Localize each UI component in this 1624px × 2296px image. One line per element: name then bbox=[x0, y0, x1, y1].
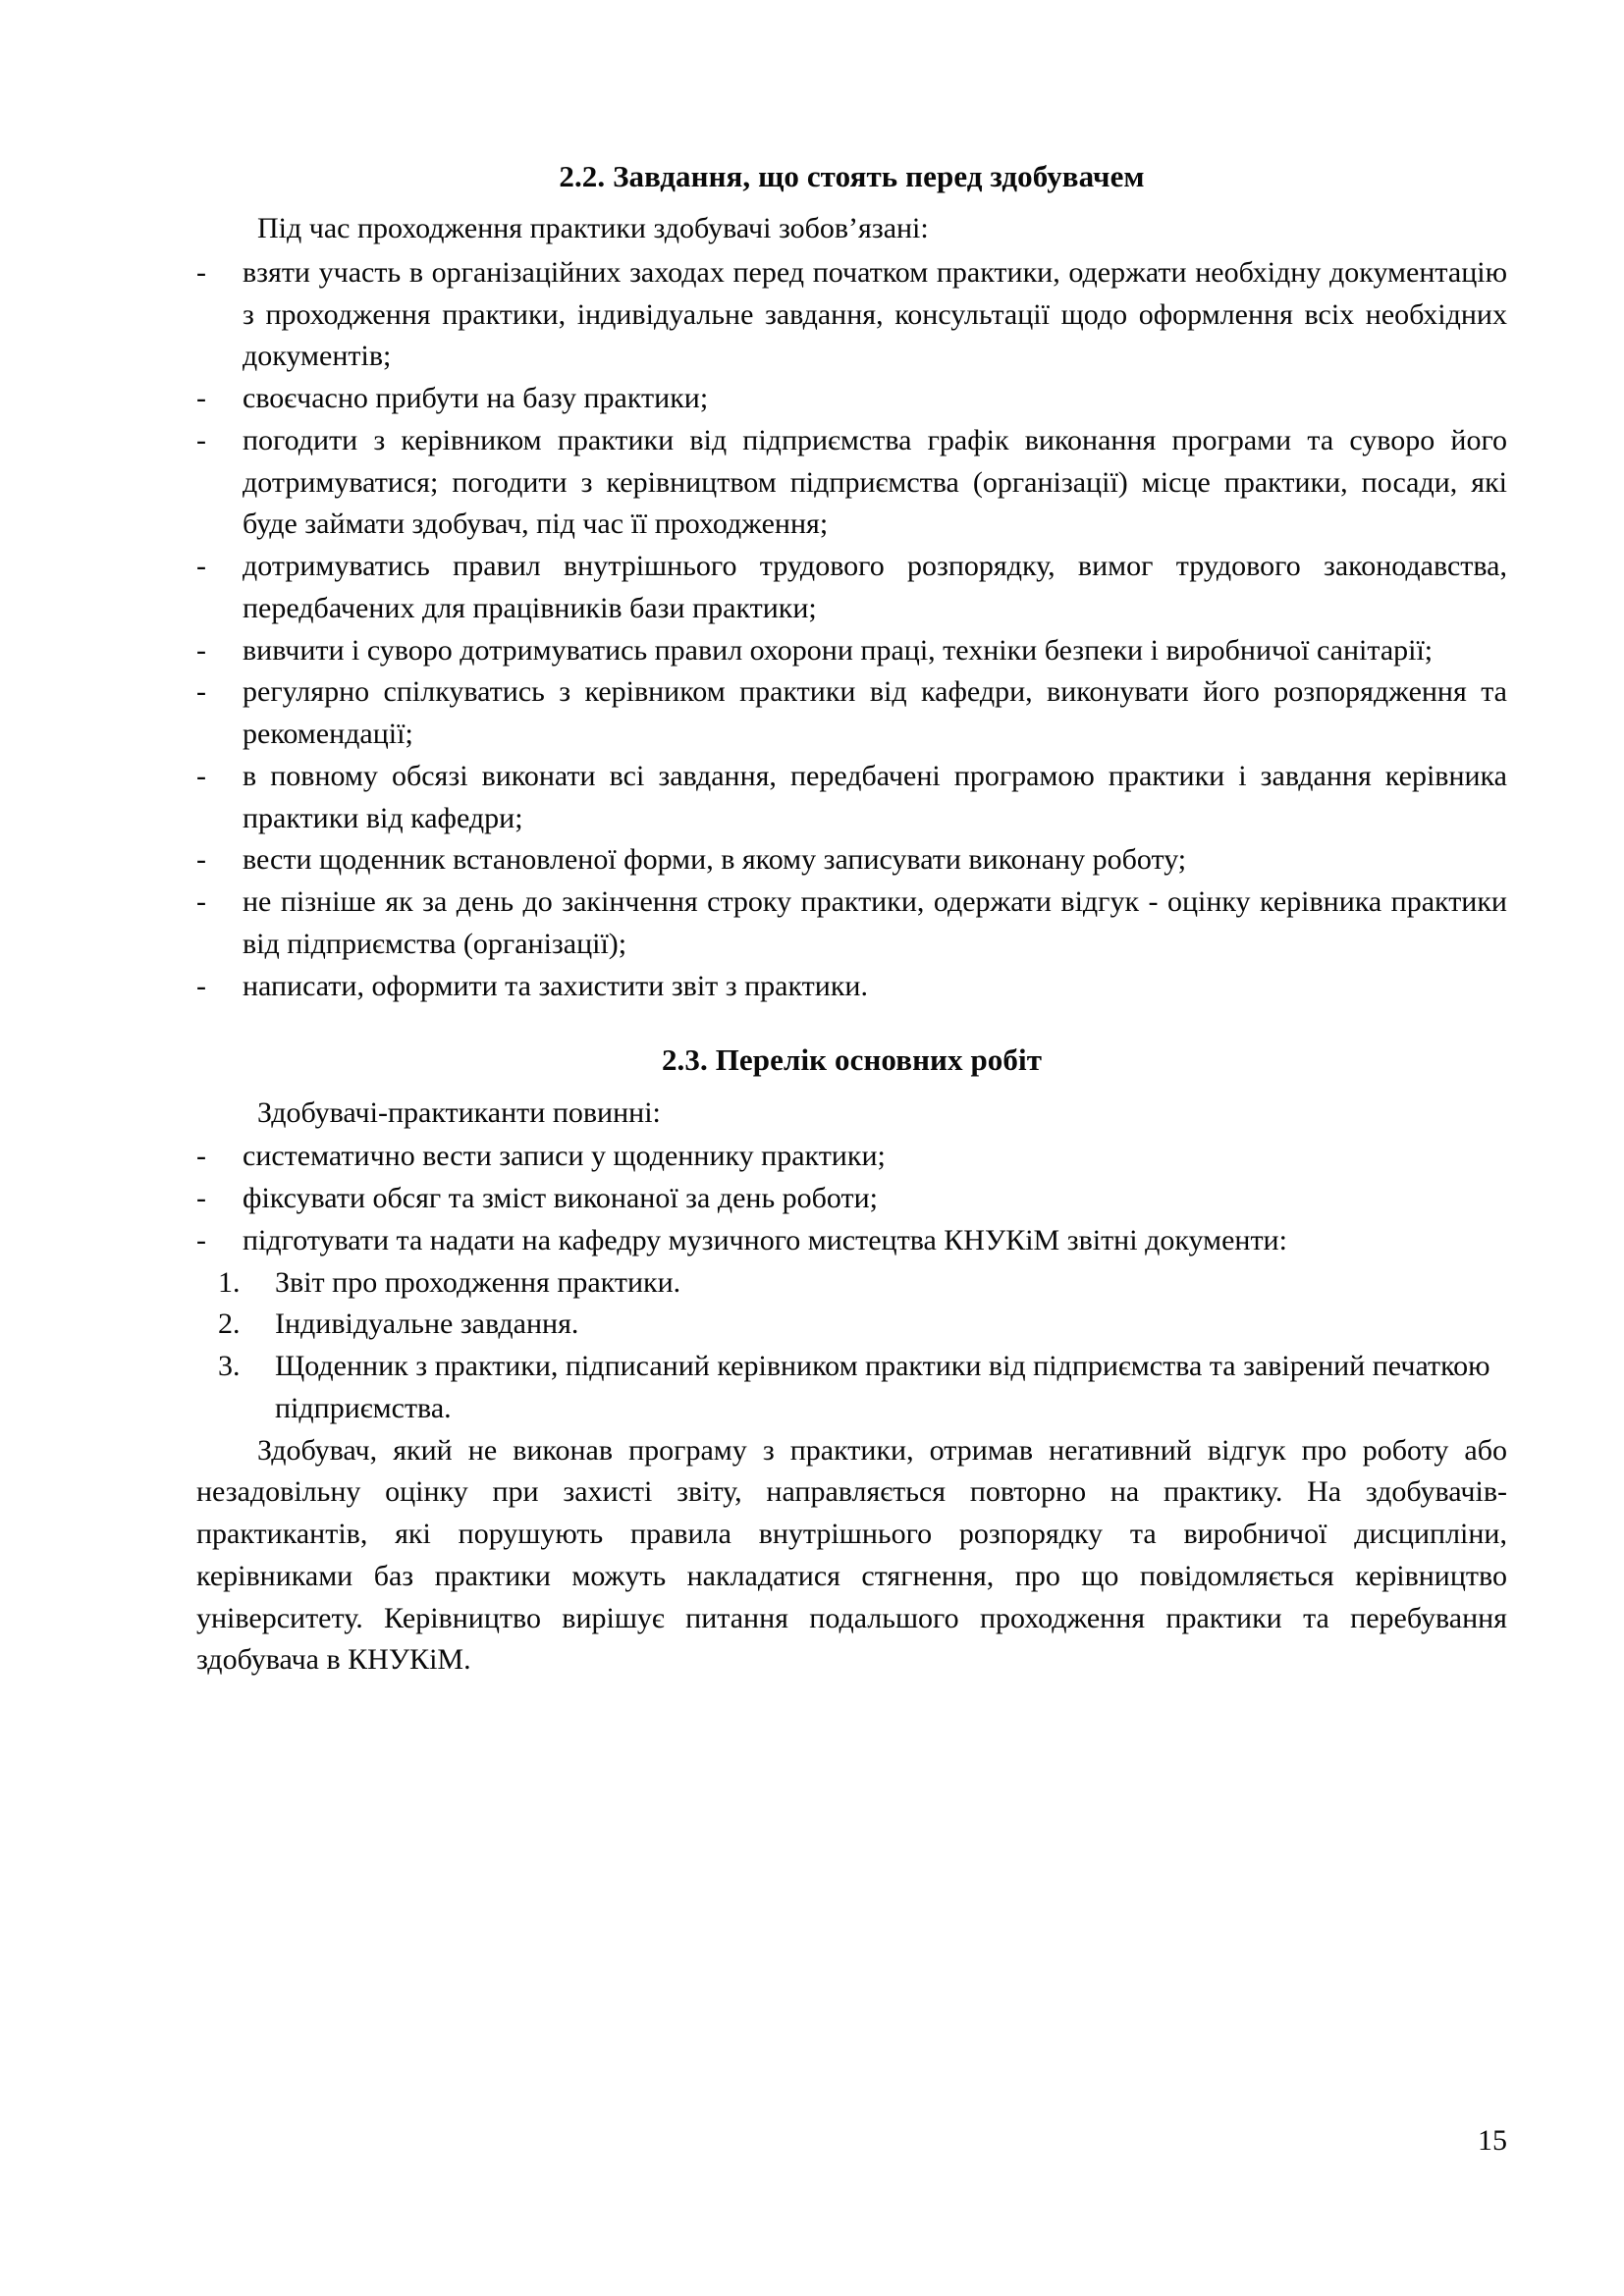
list-item bbox=[196, 252, 1507, 378]
page-number: 15 bbox=[1478, 2124, 1507, 2157]
dash-bullet-marker: - bbox=[196, 382, 206, 415]
section-2-3-closing-paragraph: Здобувач, який не виконав програму з практики, отримав негативний відгук про роботу або незадовільну оцінку при захисті звіту, направляється повторно на практику. На здобувачів-практикантів, які порушують правила внутрішнього розпорядку та виробничої дисципліни, керівниками баз практики можуть накладатися стягнення, про що повідомляється керівництво університету. Керівництво вирішує питання подальшого проходження практики та перебування здобувача в КНУКіМ. bbox=[196, 1433, 1507, 1677]
dash-bullet-marker: - bbox=[196, 1182, 206, 1215]
dash-bullet-marker: - bbox=[196, 885, 206, 919]
dash-bullet-marker: - bbox=[196, 1223, 206, 1256]
list-item bbox=[196, 1136, 1507, 1178]
list-item bbox=[196, 1178, 1507, 1220]
section-2-3-lead: Здобувачі-практиканти повинні: bbox=[257, 1095, 661, 1129]
list-item bbox=[196, 881, 1507, 966]
section-heading-2-2: 2.2. Завдання, що стоять перед здобувачем bbox=[559, 159, 1145, 193]
page-content bbox=[196, 157, 1507, 1682]
dash-bullet-marker: - bbox=[196, 675, 206, 709]
list-item-text: вести щоденник встановленої форми, в якому записувати виконану роботу; bbox=[243, 843, 1187, 877]
list-item bbox=[196, 756, 1507, 840]
dash-bullet-marker: - bbox=[196, 969, 206, 1002]
list-item-text: в повному обсязі виконати всі завдання, передбачені програмою практики і завдання керівника практики від кафедри; bbox=[243, 759, 1507, 834]
list-item bbox=[196, 420, 1507, 546]
list-item bbox=[196, 839, 1507, 881]
list-item-text: написати, оформити та захистити звіт з практики. bbox=[243, 969, 868, 1002]
section-2-2-lead: Під час проходження практики здобувачі зобов’язані: bbox=[257, 212, 929, 245]
list-item bbox=[196, 671, 1507, 756]
dash-bullet-marker: - bbox=[196, 843, 206, 877]
numbered-list-item bbox=[218, 1346, 1507, 1430]
dash-bullet-marker: - bbox=[196, 1140, 206, 1173]
list-item-text: взяти участь в організаційних заходах перед початком практики, одержати необхідну документацію з проходження практики, індивідуальне завдання, консультації щодо оформлення всіх необхідних документів; bbox=[243, 255, 1507, 373]
numbered-list-item bbox=[218, 1262, 1507, 1305]
section-2-3-list bbox=[196, 1136, 1507, 1261]
list-item-text: фіксувати обсяг та зміст виконаної за день роботи; bbox=[243, 1182, 879, 1215]
list-number: 1. bbox=[218, 1265, 241, 1299]
list-item bbox=[196, 630, 1507, 672]
list-item-text: підготувати та надати на кафедру музичного мистецтва КНУКіМ звітні документи: bbox=[243, 1223, 1287, 1256]
list-item-text: систематично вести записи у щоденнику практики; bbox=[243, 1140, 886, 1173]
dash-bullet-marker: - bbox=[196, 759, 206, 792]
numbered-item-text: Індивідуальне завдання. bbox=[275, 1308, 579, 1341]
dash-bullet-marker: - bbox=[196, 255, 206, 289]
dash-bullet-marker: - bbox=[196, 633, 206, 667]
numbered-item-text: Звіт про проходження практики. bbox=[275, 1265, 681, 1299]
numbered-list-item bbox=[218, 1304, 1507, 1346]
list-item-text: погодити з керівником практики від підприємства графік виконання програми та суворо його дотримуватися; погодити з керівництвом підприємства (організації) місце практики, посади, які буде займати здобувач, під час її проходження; bbox=[243, 423, 1507, 541]
list-item bbox=[196, 966, 1507, 1008]
list-item-text: дотримуватись правил внутрішнього трудового розпорядку, вимог трудового законодавства, передбачених для працівників бази практики; bbox=[243, 550, 1507, 624]
list-item-text: регулярно спілкуватись з керівником практики від кафедри, виконувати його розпорядження та рекомендації; bbox=[243, 675, 1507, 751]
list-number: 3. bbox=[218, 1350, 241, 1383]
list-item bbox=[196, 546, 1507, 630]
section-2-2-list bbox=[196, 252, 1507, 1008]
section-heading-2-3: 2.3. Перелік основних робіт bbox=[661, 1042, 1043, 1078]
dash-bullet-marker: - bbox=[196, 550, 206, 583]
section-spacer bbox=[196, 1007, 1507, 1041]
section-2-3-numbered-list bbox=[196, 1262, 1507, 1430]
dash-bullet-marker: - bbox=[196, 423, 206, 456]
list-item-text: вивчити і суворо дотримуватись правил охорони праці, техніки безпеки і виробничої санітарії; bbox=[243, 633, 1434, 667]
list-item-text: своєчасно прибути на базу практики; bbox=[243, 382, 709, 415]
list-number: 2. bbox=[218, 1308, 241, 1341]
list-item-text: не пізніше як за день до закінчення строку практики, одержати відгук - оцінку керівника практики від підприємства (організації); bbox=[243, 885, 1507, 960]
list-item bbox=[196, 1220, 1507, 1262]
list-item bbox=[196, 378, 1507, 420]
numbered-item-text: Щоденник з практики, підписаний керівником практики від підприємства та завірений печаткою підприємства. bbox=[275, 1350, 1490, 1424]
